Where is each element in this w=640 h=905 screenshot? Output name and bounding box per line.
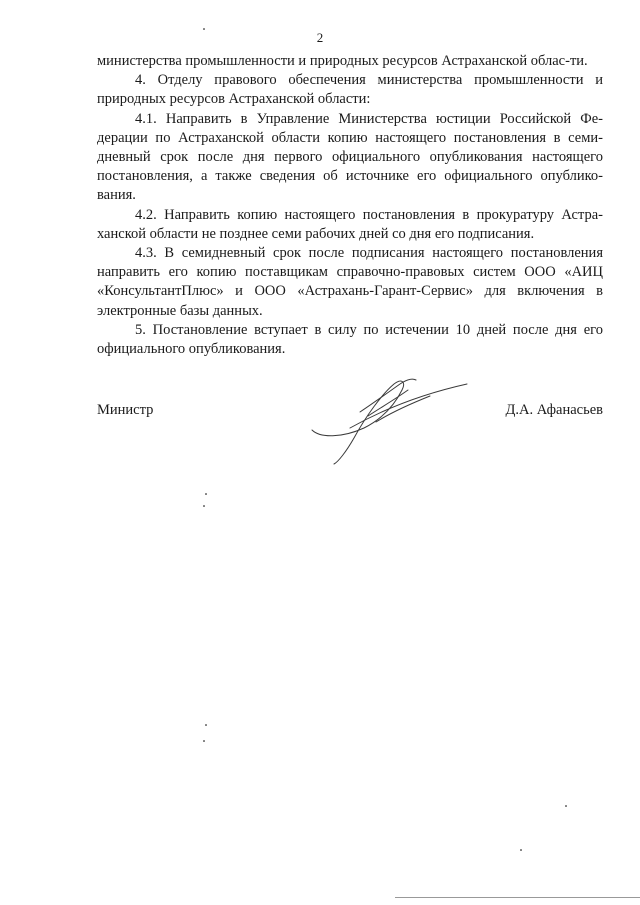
- scan-speck: [205, 724, 207, 726]
- scan-speck: [203, 28, 205, 30]
- bottom-rule: [395, 897, 640, 898]
- paragraph-item-4-3: 4.3. В семидневный срок после подписания настоящего постановления направить его копию поставщикам справочно-правовых систем ООО «АИЦ «КонсультантПлюс» и ООО «Астрахань-Гарант-Сервис» для включения в электронные базы данных.: [97, 245, 603, 319]
- signatory-name: Д.А. Афанасьев: [505, 402, 603, 418]
- signatory-title: Министр: [97, 402, 154, 418]
- paragraph-item-4-1: 4.1. Направить в Управление Министерства юстиции Российской Фе-дерации по Астраханской области копию настоящего постановления в семи-дневный срок после дня первого официального опубликования настоящего постановления, а также сведения об источнике его официального опублико-вания.: [97, 110, 603, 204]
- scan-speck: [205, 493, 207, 495]
- page-number: 2: [316, 30, 324, 45]
- signature-block: [97, 372, 603, 472]
- paragraph-continuation: министерства промышленности и природных ресурсов Астраханской облас-ти.: [97, 53, 588, 69]
- handwritten-signature: [302, 372, 472, 467]
- scan-speck: [520, 849, 522, 851]
- scan-speck: [203, 505, 205, 507]
- paragraph-item-4: 4. Отделу правового обеспечения министерства промышленности и природных ресурсов Астраханской области:: [97, 72, 603, 108]
- scan-speck: [565, 805, 567, 807]
- scan-speck: [203, 740, 205, 742]
- paragraph-item-5: 5. Постановление вступает в силу по истечении 10 дней после дня его официального опубликования.: [97, 321, 603, 358]
- paragraph-item-4-2: 4.2. Направить копию настоящего постановления в прокуратуру Астра-ханской области не позднее семи рабочих дней со дня его подписания.: [97, 206, 603, 242]
- document-body: [97, 52, 603, 359]
